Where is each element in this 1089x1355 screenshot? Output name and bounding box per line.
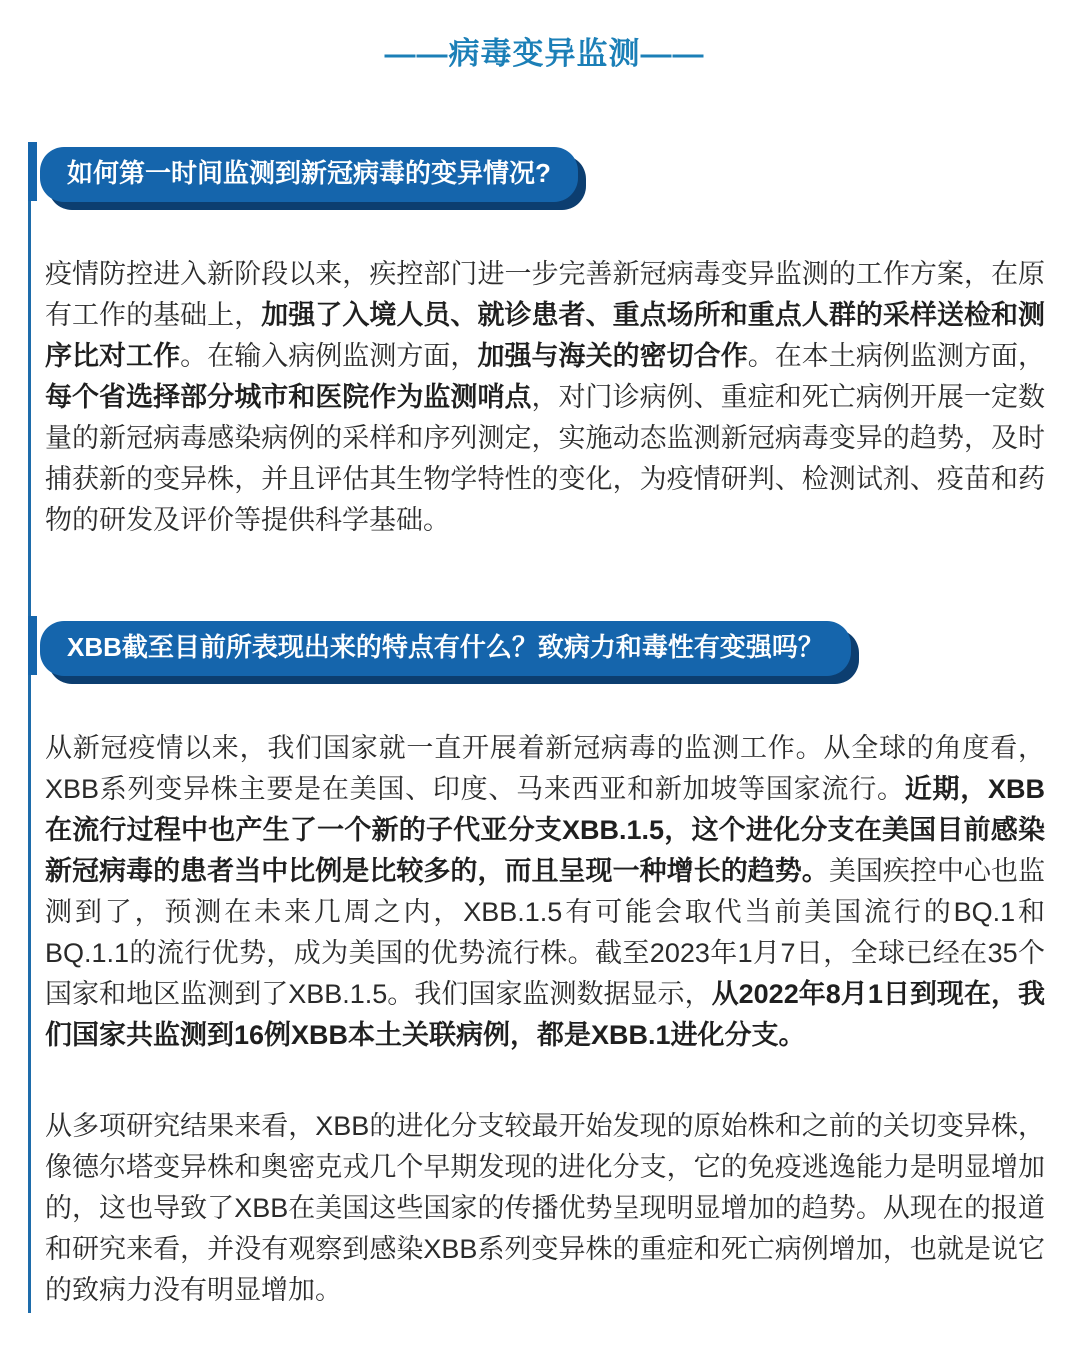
banner-accent-bar [28,616,37,675]
answer-paragraph: 从新冠疫情以来，我们国家就一直开展着新冠病毒的监测工作。从全球的角度看，XBB系列变异株主要是在美国、印度、马来西亚和新加坡等国家流行。近期，XBB在流行过程中也产生了一个新的子代亚分支XBB.1.5，这个进化分支在美国目前感染新冠病毒的患者当中比例是比较多的，而且呈现一种增长的趋势。美国疾控中心也监测到了，预测在未来几周之内，XBB.1.5有可能会取代当前美国流行的BQ.1和BQ.1.1的流行优势，成为美国的优势流行株。截至2023年1月7日，全球已经在35个国家和地区监测到了XBB.1.5。我们国家监测数据显示，从2022年8月1日到现在，我们国家共监测到16例XBB本土关联病例，都是XBB.1进化分支。 [45,733,1046,1051]
content-area [28,147,1045,1315]
question-banner: 如何第一时间监测到新冠病毒的变异情况? [40,147,578,202]
question-banner: XBB截至目前所表现出来的特点有什么？致病力和毒性有变强吗？ [40,621,851,676]
question-banner-row [28,147,1045,202]
qa-section-monitoring [28,147,1045,541]
question-banner-row [28,621,1045,676]
left-rule [28,153,31,1313]
banner-accent-bar [28,142,37,201]
answer-paragraph: 从多项研究结果来看，XBB的进化分支较最开始发现的原始株和之前的关切变异株，像德尔塔变异株和奥密克戎几个早期发现的进化分支，它的免疫逃逸能力是明显增加的，这也导致了XBB在美国这些国家的传播优势呈现明显增加的趋势。从现在的报道和研究来看，并没有观察到感染XBB系列变异株的重症和死亡病例增加，也就是说它的致病力没有明显增加。 [45,1111,1045,1306]
qa-section-xbb [28,621,1045,1311]
answer-paragraph: 疫情防控进入新阶段以来，疾控部门进一步完善新冠病毒变异监测的工作方案，在原有工作的基础上，加强了入境人员、就诊患者、重点场所和重点人群的采样送检和测序比对工作。在输入病例监测方面，加强与海关的密切合作。在本土病例监测方面，每个省选择部分城市和医院作为监测哨点，对门诊病例、重症和死亡病例开展一定数量的新冠病毒感染病例的采样和序列测定，实施动态监测新冠病毒变异的趋势，及时捕获新的变异株，并且评估其生物学特性的变化，为疫情研判、检测试剂、疫苗和药物的研发及评价等提供科学基础。 [45,259,1046,536]
page-title: ——病毒变异监测—— [384,36,705,71]
